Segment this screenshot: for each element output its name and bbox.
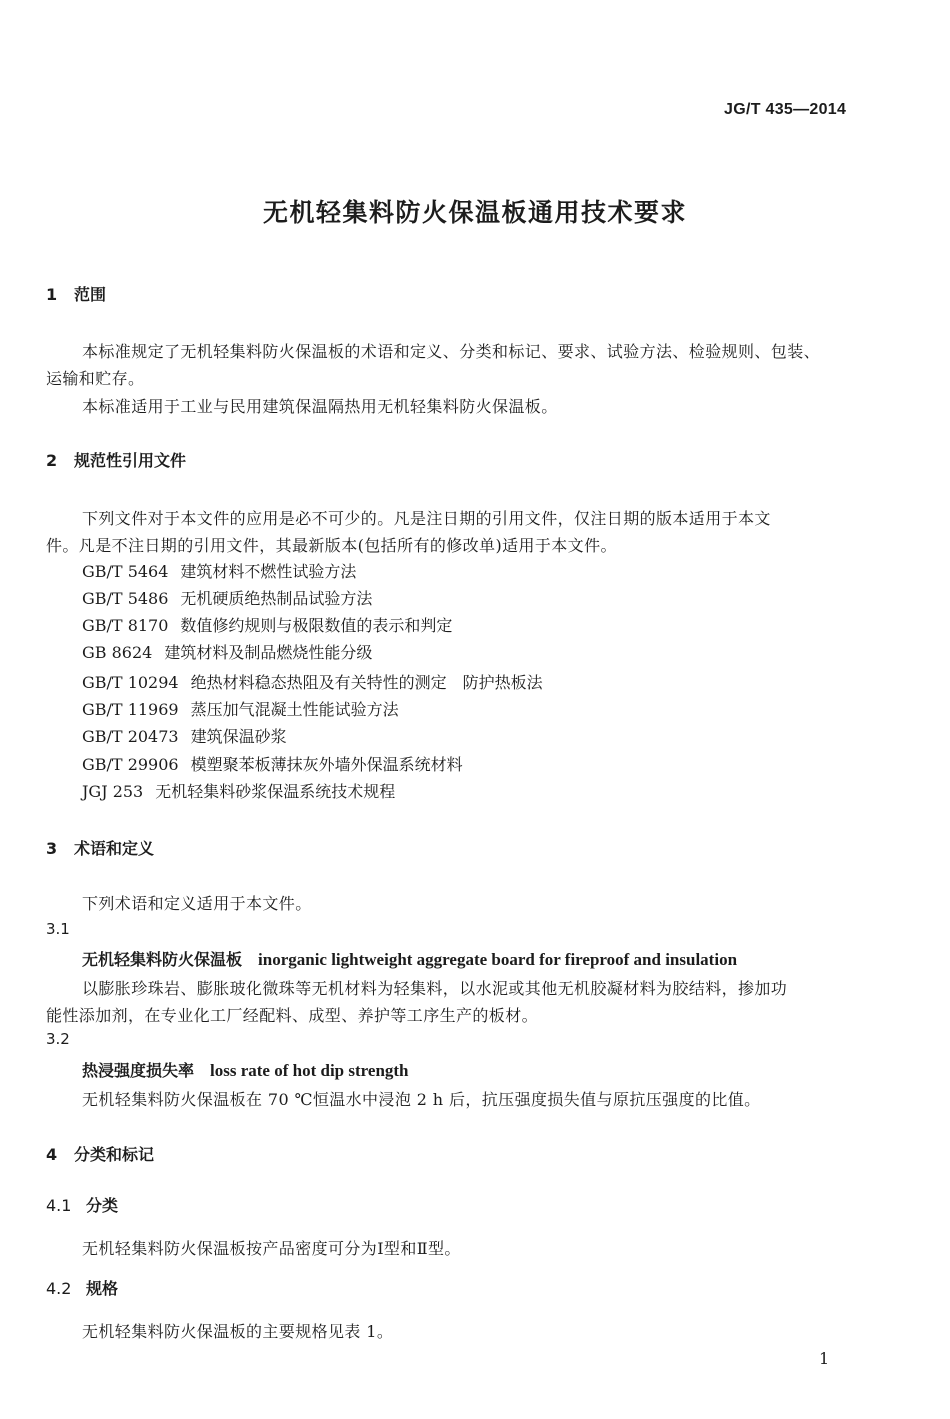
section-number: 4 (46, 1145, 58, 1164)
subsection-title: 规格 (86, 1279, 119, 1298)
section-1-heading (46, 282, 106, 305)
section-2-heading (46, 448, 186, 471)
reference-code: GB/T 20473 (82, 727, 179, 746)
page-number: 1 (819, 1349, 830, 1368)
reference-title: 蒸压加气混凝土性能试验方法 (190, 700, 399, 719)
reference-item (82, 586, 372, 609)
term-english: loss rate of hot dip strength (210, 1061, 409, 1080)
reference-title: 建筑保温砂浆 (190, 727, 287, 746)
term-entry (82, 947, 737, 970)
section-title: 术语和定义 (74, 839, 155, 858)
subsection-number: 4.2 (46, 1279, 72, 1298)
section-4-heading (46, 1142, 154, 1165)
paragraph: 本标准规定了无机轻集料防火保温板的术语和定义、分类和标记、要求、试验方法、检验规则、包装、 (82, 342, 821, 361)
section-number: 1 (46, 285, 58, 304)
term-definition: 以膨胀珍珠岩、膨胀玻化微珠等无机材料为轻集料，以水泥或其他无机胶凝材料为胶结料，掺加功 (82, 979, 788, 998)
term-number: 3.2 (46, 1030, 70, 1048)
paragraph: 下列术语和定义适用于本文件。 (82, 894, 312, 913)
term-chinese: 无机轻集料防火保温板 (82, 950, 243, 969)
reference-code: JGJ 253 (82, 782, 144, 801)
reference-item (82, 559, 356, 582)
reference-code: GB/T 8170 (82, 616, 169, 635)
paragraph: 件。凡是不注日期的引用文件，其最新版本(包括所有的修改单)适用于本文件。 (46, 536, 617, 555)
reference-title: 数值修约规则与极限数值的表示和判定 (180, 616, 453, 635)
reference-code: GB/T 29906 (82, 755, 179, 774)
reference-code: GB 8624 (82, 643, 153, 662)
reference-item (82, 640, 372, 663)
paragraph: 下列文件对于本文件的应用是必不可少的。凡是注日期的引用文件，仅注日期的版本适用于本文 (82, 509, 771, 528)
paragraph: 本标准适用于工业与民用建筑保温隔热用无机轻集料防火保温板。 (82, 397, 558, 416)
term-entry (82, 1058, 409, 1081)
reference-item (82, 697, 399, 720)
paragraph: 无机轻集料防火保温板的主要规格见表 1。 (82, 1322, 394, 1341)
subsection-title: 分类 (86, 1196, 119, 1215)
section-title: 范围 (74, 285, 107, 304)
document-title: 无机轻集料防火保温板通用技术要求 (262, 198, 687, 227)
reference-title: 无机轻集料砂浆保温系统技术规程 (155, 782, 396, 801)
term-chinese: 热浸强度损失率 (82, 1061, 195, 1080)
subsection-4-1-heading (46, 1193, 118, 1216)
term-number: 3.1 (46, 920, 70, 938)
standard-code: JG/T 435—2014 (724, 101, 847, 118)
section-number: 3 (46, 839, 58, 858)
reference-code: GB/T 5486 (82, 589, 169, 608)
paragraph: 运输和贮存。 (46, 369, 145, 388)
reference-title: 建筑材料不燃性试验方法 (180, 562, 357, 581)
section-title: 规范性引用文件 (74, 451, 187, 470)
reference-title: 模塑聚苯板薄抹灰外墙外保温系统材料 (190, 755, 463, 774)
paragraph: 无机轻集料防火保温板按产品密度可分为Ⅰ型和Ⅱ型。 (82, 1239, 461, 1258)
subsection-4-2-heading (46, 1276, 118, 1299)
reference-title: 无机硬质绝热制品试验方法 (180, 589, 373, 608)
reference-item (82, 613, 452, 636)
reference-code: GB/T 5464 (82, 562, 169, 581)
term-definition: 能性添加剂，在专业化工厂经配料、成型、养护等工序生产的板材。 (46, 1006, 539, 1025)
section-3-heading (46, 836, 154, 859)
reference-item (82, 779, 395, 802)
reference-code: GB/T 10294 (82, 673, 179, 692)
reference-item (82, 724, 287, 747)
reference-item (82, 752, 463, 775)
subsection-number: 4.1 (46, 1196, 72, 1215)
reference-item (82, 670, 543, 693)
reference-code: GB/T 11969 (82, 700, 179, 719)
reference-title: 建筑材料及制品燃烧性能分级 (164, 643, 373, 662)
term-definition: 无机轻集料防火保温板在 70 ℃恒温水中浸泡 2 h 后，抗压强度损失值与原抗压强度的比值。 (82, 1090, 761, 1109)
term-english: inorganic lightweight aggregate board for fireproof and insulation (258, 950, 738, 969)
reference-title: 绝热材料稳态热阻及有关特性的测定 防护热板法 (190, 673, 543, 692)
section-number: 2 (46, 451, 58, 470)
section-title: 分类和标记 (74, 1145, 155, 1164)
